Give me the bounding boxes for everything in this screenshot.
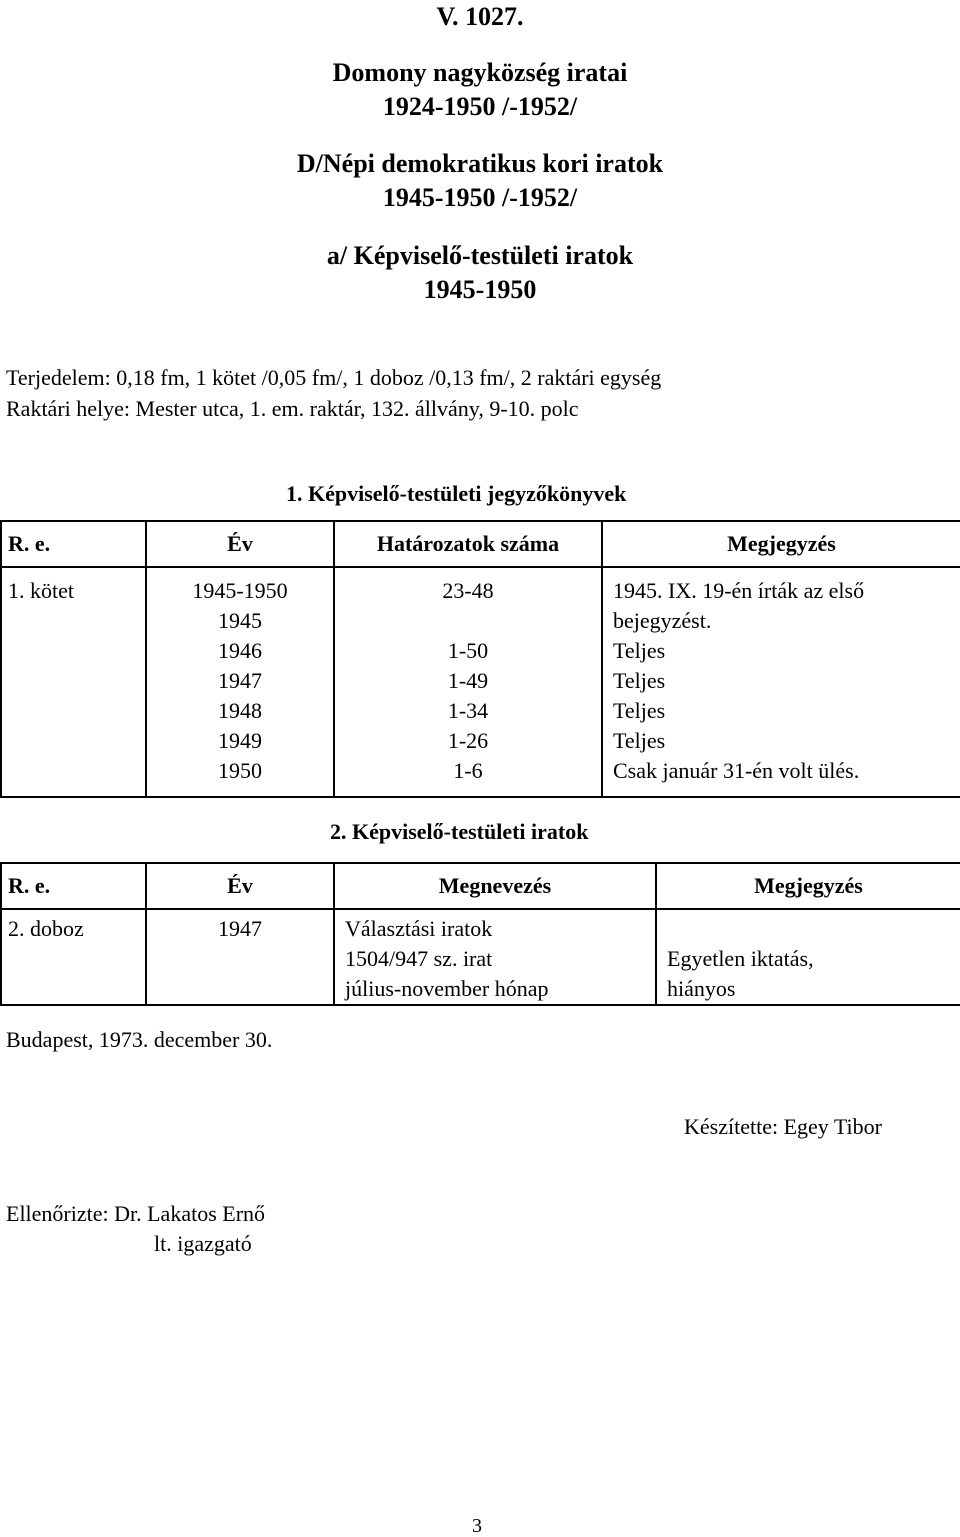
decision-number-item: 1-6 xyxy=(453,758,483,783)
year-item: 1947 xyxy=(218,668,262,693)
table-row xyxy=(1,909,960,1005)
note-item: hiányos xyxy=(667,976,736,1001)
year-item: 1945 xyxy=(218,608,262,633)
header-cell-unit: R. e. xyxy=(1,863,146,909)
extent-text: Terjedelem: 0,18 fm, 1 kötet /0,05 fm/, 1 doboz /0,13 fm/, 2 raktári egység xyxy=(6,365,662,390)
unit-cell xyxy=(1,909,146,1005)
header-cell-notes: Megjegyzés xyxy=(602,521,960,567)
decision-number-item: 1-50 xyxy=(447,638,489,663)
year-item: 1948 xyxy=(218,698,262,723)
table2-title: 2. Képviselő-testületi iratok xyxy=(330,819,589,844)
decision-number-item xyxy=(335,606,601,636)
location-text: Raktári helye: Mester utca, 1. em. raktár, 132. állvány, 9-10. polc xyxy=(6,396,579,421)
checked-by-title: lt. igazgató xyxy=(154,1231,252,1256)
table1-title: 1. Képviselő-testületi jegyzőkönyvek xyxy=(286,481,627,506)
document-reference: V. 1027. xyxy=(436,2,524,31)
note-item: Csak január 31-én volt ülés. xyxy=(613,758,860,783)
subsection-title-dates: 1945-1950 xyxy=(423,275,537,304)
header-cell-unit: R. e. xyxy=(1,521,146,567)
header-cell-notes: Megjegyzés xyxy=(656,863,960,909)
year-item: 1950 xyxy=(218,758,262,783)
table-row xyxy=(1,567,960,797)
prepared-by-text: Készítette: Egey Tibor xyxy=(684,1114,882,1139)
decision-number-item: 1-49 xyxy=(447,668,489,693)
unit-label: 2. doboz xyxy=(8,916,84,941)
document-title: Domony nagyközség iratai xyxy=(332,58,628,87)
header-cell-description: Megnevezés xyxy=(334,863,656,909)
description-cell xyxy=(334,909,656,1005)
decision-number-item: 23-48 xyxy=(442,578,494,603)
note-item: 1945. IX. 19-én írták az első xyxy=(613,578,865,603)
table-header-row xyxy=(1,521,960,567)
documents-table xyxy=(0,862,960,1006)
checked-by-text: Ellenőrizte: Dr. Lakatos Ernő xyxy=(6,1201,266,1226)
decision-number-item: 1-26 xyxy=(447,728,489,753)
note-item xyxy=(657,914,960,944)
year-item: 1947 xyxy=(218,916,262,941)
year-item: 1945-1950 xyxy=(192,578,288,603)
header-cell-decisions: Határozatok száma xyxy=(334,521,602,567)
section-title: D/Népi demokratikus kori iratok xyxy=(296,149,664,178)
description-item: július-november hónap xyxy=(345,976,549,1001)
page-number: 3 xyxy=(472,1515,482,1537)
year-item: 1949 xyxy=(218,728,262,753)
subsection-title: a/ Képviselő-testületi iratok xyxy=(326,241,634,270)
unit-cell xyxy=(1,567,146,797)
minutes-table xyxy=(0,520,960,798)
table-header-row xyxy=(1,863,960,909)
section-title-dates: 1945-1950 /-1952/ xyxy=(382,183,578,212)
year-item: 1946 xyxy=(218,638,262,663)
years-cell xyxy=(146,567,334,797)
header-cell-year: Év xyxy=(146,521,334,567)
description-item: Választási iratok xyxy=(345,916,493,941)
document-title-dates: 1924-1950 /-1952/ xyxy=(382,92,578,121)
decision-number-item: 1-34 xyxy=(447,698,489,723)
note-item: Teljes xyxy=(613,638,666,663)
decision-numbers-cell xyxy=(334,567,602,797)
note-item: Teljes xyxy=(613,698,666,723)
unit-label: 1. kötet xyxy=(8,578,74,603)
notes-cell xyxy=(602,567,960,797)
note-item: bejegyzést. xyxy=(613,608,712,633)
note-item: Teljes xyxy=(613,668,666,693)
year-cell xyxy=(146,909,334,1005)
place-date-text: Budapest, 1973. december 30. xyxy=(6,1027,273,1052)
note-item: Egyetlen iktatás, xyxy=(667,946,814,971)
description-item: 1504/947 sz. irat xyxy=(345,946,493,971)
notes-cell xyxy=(656,909,960,1005)
header-cell-year: Év xyxy=(146,863,334,909)
note-item: Teljes xyxy=(613,728,666,753)
